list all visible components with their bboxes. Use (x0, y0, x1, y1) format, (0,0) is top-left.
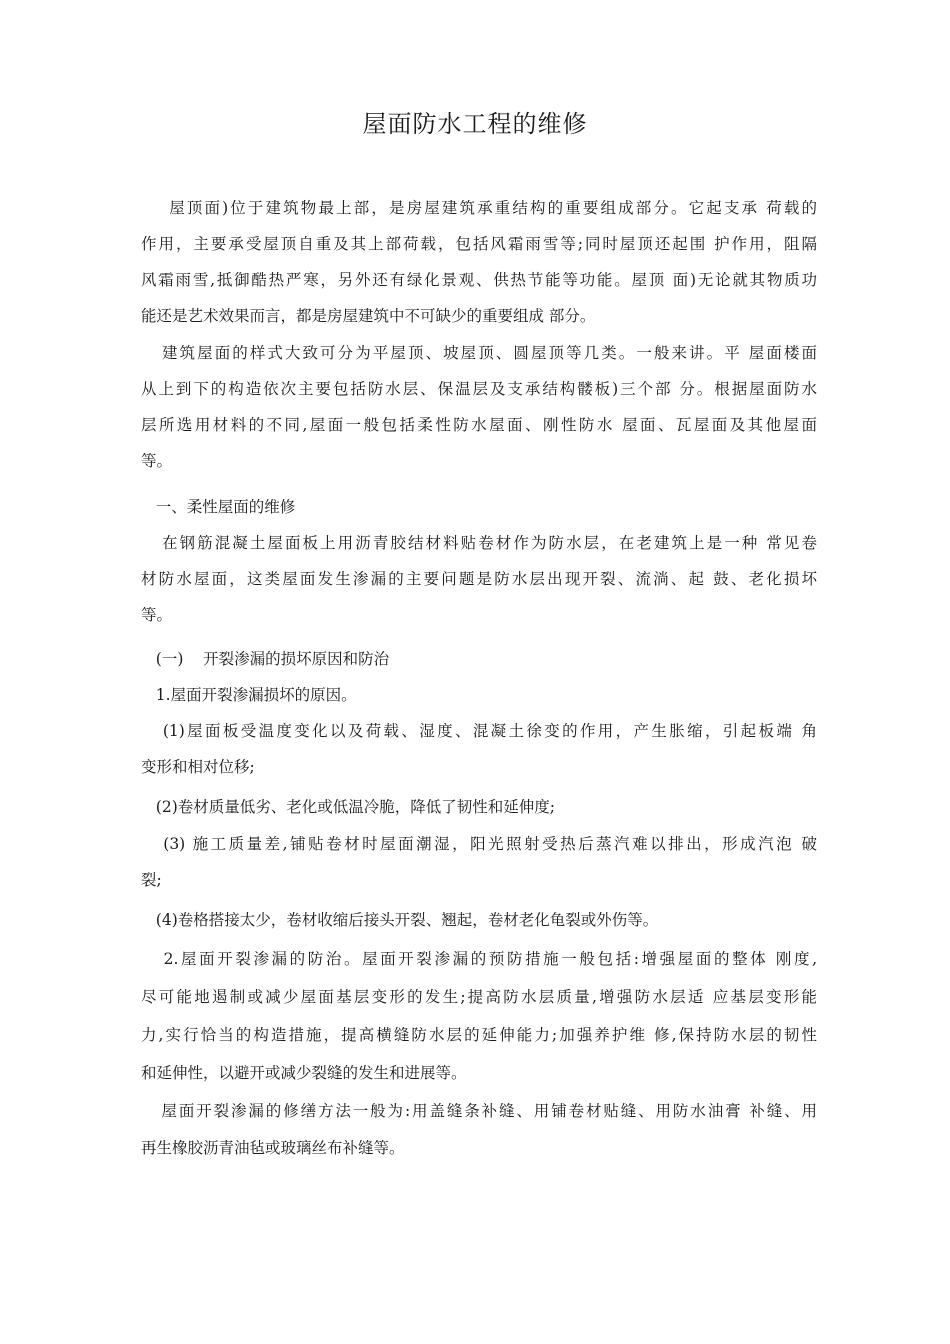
paragraph-line: (4)卷格搭接太少，卷材收缩后接头开裂、翘起，卷材老化龟裂或外伤等。 (141, 911, 659, 929)
paragraph-line: 力,实行恰当的构造措施，提高横缝防水层的延伸能力;加强养护维 修,保持防水层的韧性 (141, 1026, 817, 1044)
paragraph-line: 尽可能地遏制或减少屋面基层变形的发生;提高防水层质量,增强防水层适 应基层变形能 (141, 988, 817, 1006)
paragraph-line: 再生橡胶沥青油毡或玻璃丝布补缝等。 (141, 1139, 405, 1157)
paragraph-line: 从上到下的构造依次主要包括防水层、保温层及支承结构髅板)三个部 分。根据屋面防水 (141, 380, 817, 398)
paragraph-line: 作用，主要承受屋顶自重及其上部荷载，包括风霜雨雪等;同时屋顶还起围 护作用，阻隔 (141, 235, 817, 253)
paragraph-line: 材防水屋面，这类屋面发生渗漏的主要问题是防水层出现开裂、流淌、起 鼓、老化损坏 (141, 570, 817, 588)
paragraph-line: 等。 (141, 606, 173, 624)
document-title: 屋面防水工程的维修 (362, 110, 588, 138)
paragraph-line: 变形和相对位移; (141, 758, 255, 776)
paragraph-line: 层所选用材料的不同,屋面一般包括柔性防水屋面、刚性防水 屋面、瓦屋面及其他屋面 (141, 416, 817, 434)
paragraph-line: 屋顶面)位于建筑物最上部，是房屋建筑承重结构的重要组成部分。它起支承 荷载的 (141, 199, 817, 217)
section-heading: 一、柔性屋面的维修 (141, 498, 296, 516)
paragraph-line: (3) 施工质量差,铺贴卷材时屋面潮湿，阳光照射受热后蒸汽难以排出，形成汽泡 破 (141, 835, 817, 853)
paragraph-line: 在钢筋混凝土屋面板上用沥青胶结材料贴卷材作为防水层，在老建筑上是一种 常见卷 (141, 534, 817, 552)
subsection-heading: (一) 开裂渗漏的损坏原因和防治 (141, 650, 390, 668)
paragraph-line: 1.屋面开裂渗漏损坏的原因。 (141, 686, 357, 704)
paragraph-line: (2)卷材质量低劣、老化或低温冷脆，降低了韧性和延伸度; (141, 798, 555, 816)
paragraph-line: 风霜雨雪,抵御酷热严寒，另外还有绿化景观、供热节能等功能。屋顶 面)无论就其物质功 (141, 271, 817, 289)
paragraph-line: (1)屋面板受温度变化以及荷载、湿度、混凝土徐变的作用，产生胀缩，引起板端 角 (141, 722, 817, 740)
paragraph-line: 等。 (141, 452, 173, 470)
paragraph-line: 2.屋面开裂渗漏的防治。屋面开裂渗漏的预防措施一般包括:增强屋面的整体 刚度, (141, 950, 817, 968)
paragraph-line: 和延伸性，以避开或减少裂缝的发生和进展等。 (141, 1064, 467, 1082)
paragraph-line: 建筑屋面的样式大致可分为平屋顶、坡屋顶、圆屋顶等几类。一般来讲。平 屋面楼面 (141, 344, 817, 362)
paragraph-line: 裂; (141, 871, 162, 889)
paragraph-line: 屋面开裂渗漏的修缮方法一般为:用盖缝条补缝、用铺卷材贴缝、用防水油膏 补缝、用 (141, 1102, 817, 1120)
paragraph-line: 能还是艺术效果而言，都是房屋建筑中不可缺少的重要组成 部分。 (141, 307, 596, 325)
